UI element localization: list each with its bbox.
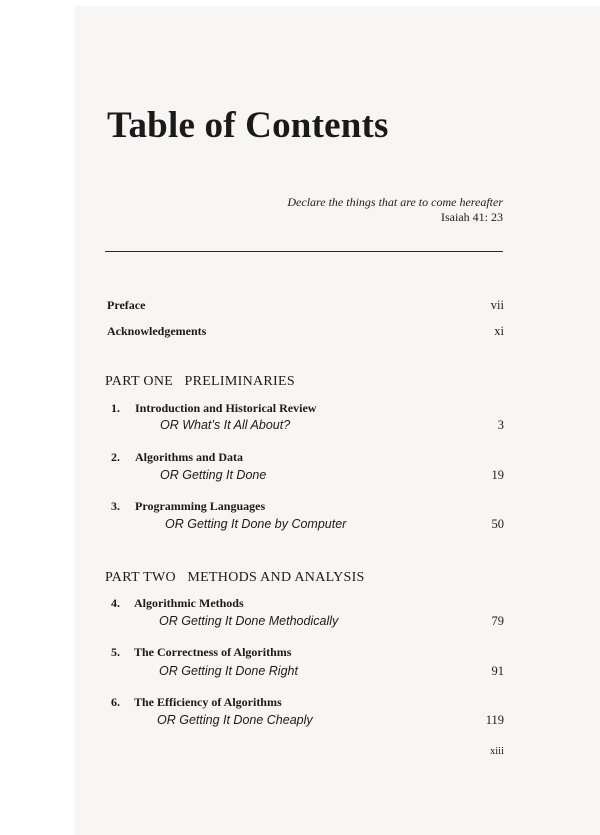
chapter-number: 5. [111,645,120,659]
epigraph-quote: Declare the things that are to come hereafter [287,195,503,209]
chapter-subtitle: OR What’s It All About? [160,418,291,432]
part-heading: PART TWO METHODS AND ANALYSIS [105,570,365,585]
chapter-number: 4. [111,596,120,610]
chapter-title[interactable]: Algorithms and Data [135,450,244,464]
page-folio: xiii [489,746,504,757]
chapter-title[interactable]: Algorithmic Methods [134,596,244,610]
chapter-page: 119 [485,713,504,727]
chapter-subtitle: OR Getting It Done [160,468,267,482]
part-heading: PART ONE PRELIMINARIES [105,374,295,389]
toc-page-preface: vii [490,298,504,312]
epigraph-source: Isaiah 41: 23 [441,210,503,224]
chapter-title[interactable]: Introduction and Historical Review [135,401,317,415]
chapter-subtitle: OR Getting It Done by Computer [165,517,347,531]
chapter-subtitle: OR Getting It Done Cheaply [157,713,313,727]
chapter-title[interactable]: Programming Languages [135,499,266,513]
page-title: Table of Contents [107,105,389,146]
chapter-page: 79 [491,614,504,628]
chapter-title[interactable]: The Efficiency of Algorithms [134,695,282,709]
divider-rule [105,251,503,252]
chapter-subtitle: OR Getting It Done Methodically [159,614,339,628]
toc-page-acknowledgements: xi [494,324,504,338]
chapter-title[interactable]: The Correctness of Algorithms [134,645,292,659]
chapter-number: 6. [111,695,120,709]
toc-entry-preface[interactable]: Preface [107,298,146,312]
chapter-page: 19 [491,468,504,482]
chapter-number: 1. [111,401,120,415]
chapter-number: 3. [111,499,120,513]
chapter-page: 3 [497,418,504,432]
epigraph [287,195,503,225]
chapter-number: 2. [111,450,120,464]
chapter-page: 91 [491,664,504,678]
chapter-page: 50 [491,517,504,531]
chapter-subtitle: OR Getting It Done Right [159,664,298,678]
toc-entry-acknowledgements[interactable]: Acknowledgements [107,324,207,338]
